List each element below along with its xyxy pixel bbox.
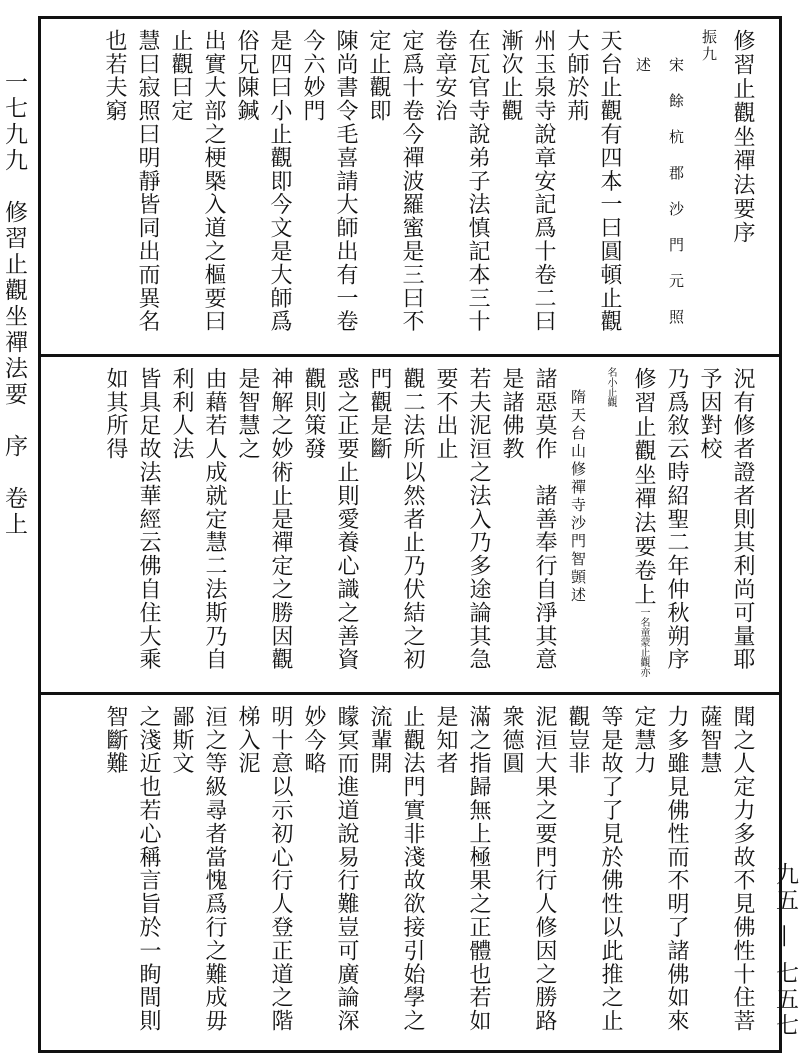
panel-bottom [41,695,779,1050]
text-line: 聞之人定力多故不見佛性十住菩薩智慧 [697,705,755,1033]
text-block-2 [99,367,759,684]
chapter-author: 隋天台山修禪寺沙門智顗述 [569,389,587,605]
text-line: 惑之正要止則愛養心識之善資觀則策發 [301,367,359,672]
text-line: 若夫泥洹之法入乃多途論其急要不出止 [433,367,491,672]
text-line: 洹之等級尋者當愧爲行之難成毋鄙斯文 [169,705,227,1033]
text-line: 觀二法所以然者止乃伏結之初門觀是斷 [367,367,425,672]
text-line: 泥洹大果之要門行人修因之勝路衆德圓 [499,705,557,1033]
text-line: 止觀法門實非淺故欲接引始學之流輩開 [367,705,425,1033]
chapter-title: 修習止觀坐禪法要卷上一名童蒙止觀亦名小止觀 [605,367,656,677]
text-block-3 [99,705,759,1042]
panel-middle [41,357,779,695]
text-line: 定爲十卷今禪波羅蜜是三曰不定止觀即 [366,29,424,334]
text-line: 天台止觀有四本一曰圓頓止觀大師於荊 [564,29,622,334]
text-line: 況有修者證者則其利尚可量耶予因對校 [697,367,755,672]
text-line: 由藉若人成就定慧二法斯乃自利利人法 [169,367,227,672]
text-line: 州玉泉寺說章安記爲十卷二曰漸次止觀 [498,29,556,334]
preface-title: 修習止觀坐禪法要序振九 [700,29,755,245]
text-line: 出實大部之梗槩入道之樞要曰止觀曰定 [168,29,226,334]
text-line: 力多雖見佛性而不明了諸佛如來定慧力 [631,705,689,1033]
text-block-1 [99,29,759,346]
text-line: 等是故了了見於佛性以此推之止觀豈非 [565,705,623,1033]
right-margin-label: 九五 — 七五七 [772,862,798,1039]
text-line: 皆具足故法華經云佛自住大乘如其所得 [103,367,161,672]
panel-top [41,19,779,357]
text-line: 滿之指歸無上極果之正體也若如是知者 [433,705,491,1033]
volume-mark: 振九 [700,29,718,63]
text-line: 明十意以示初心行人登正道之階梯入泥 [235,705,293,1033]
text-line: 在瓦官寺說弟子法慎記本三十卷章安治 [432,29,490,334]
preface-author: 宋 餘 杭 郡 沙 門 元 照 述 [634,57,685,345]
text-line: 乃爲敘云時紹聖二年仲秋朔序 [664,367,689,672]
text-line: 陳尚書令毛喜請大師出有一卷今六妙門 [300,29,358,334]
text-line: 矇冥而進道說易行難豈可廣論深妙今略 [301,705,359,1033]
text-line: 是四曰小止觀即今文是大師爲俗兄陳鍼 [234,29,292,334]
text-line: 慧曰寂照曰明靜皆同出而異名也若夫窮 [102,29,160,334]
page-frame [38,16,782,1053]
title-note: 一名童蒙止觀亦名小止觀 [605,367,649,677]
text-line: 之淺近也若心稱言旨於一眴間則智斷難 [103,705,161,1033]
left-margin-label: 一七九九 修習止觀坐禪法要 序 卷上 [1,70,27,538]
text-line: 諸惡莫作 諸善奉行自淨其意是諸佛教 [499,367,557,672]
text-line: 神解之妙術止是禪定之勝因觀是智慧之 [235,367,293,672]
